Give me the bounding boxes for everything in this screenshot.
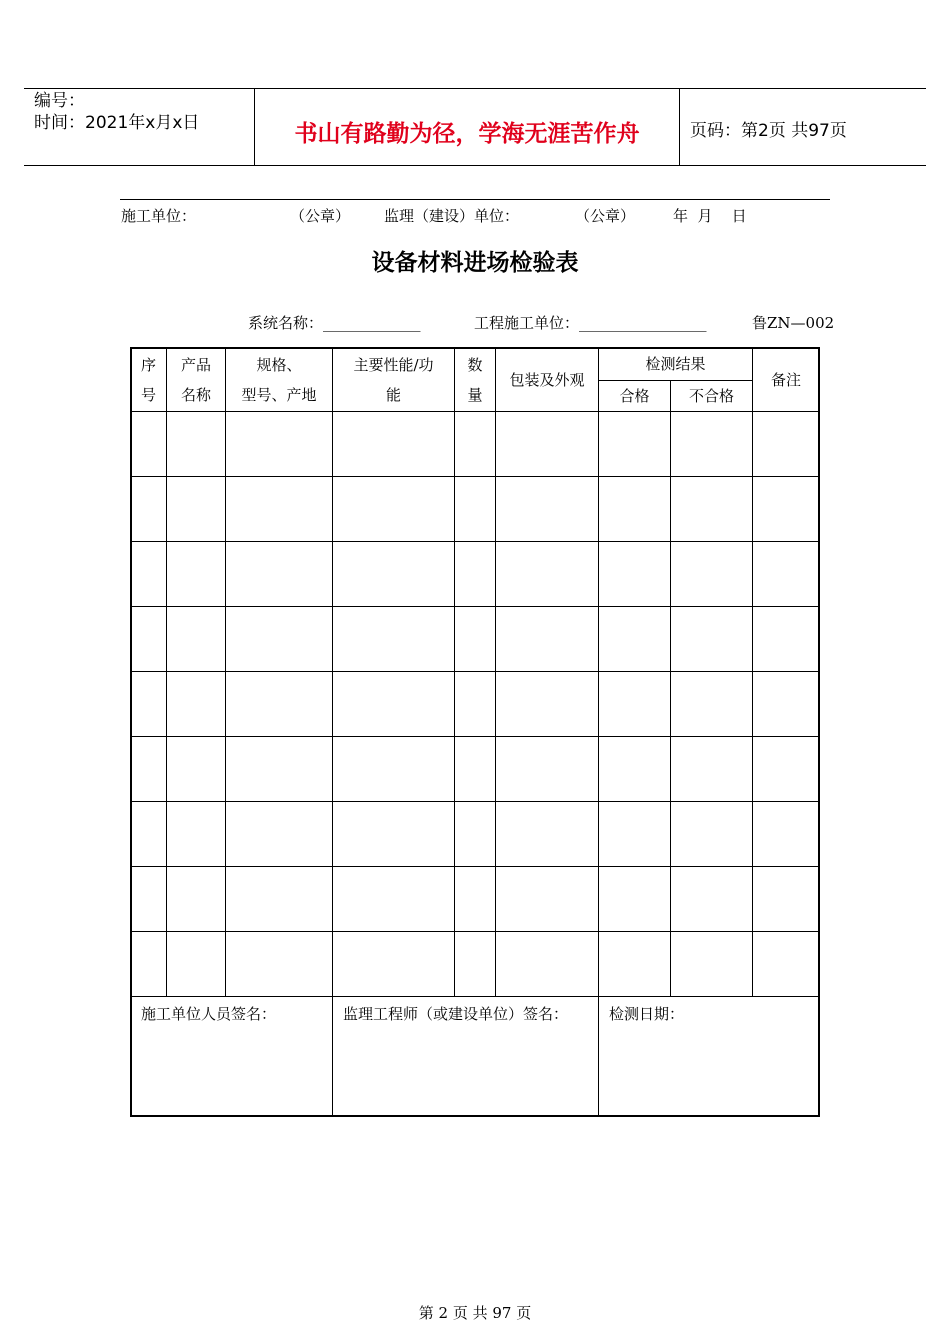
col-spec-line1: 规格、: [256, 356, 302, 374]
col-performance-header: [333, 350, 454, 410]
header-left: [34, 90, 199, 134]
col-test-result-header: 检测结果: [645, 355, 706, 373]
col-performance-line1: 主要性能/功: [353, 356, 434, 374]
row-divider: [131, 866, 819, 867]
system-name-field: 系统名称：_____________: [248, 314, 421, 332]
construction-company-field: 工程施工单位：_________________: [474, 314, 707, 332]
page-title: 设备材料进场检验表: [371, 249, 579, 276]
col-seq-line1: 序: [140, 356, 156, 374]
supervision-unit-label: 监理（建设）单位：: [384, 207, 520, 225]
col-product-header: [167, 350, 225, 410]
row-divider: [131, 931, 819, 932]
header-divider-right: [679, 88, 680, 165]
col-product-line2: 名称: [180, 386, 211, 404]
page-info: 页码：第2页 共97页: [690, 121, 847, 141]
time-label: 时间：2021年x月x日: [34, 113, 200, 133]
row-divider: [131, 606, 819, 607]
seal-label-1: （公章）: [290, 207, 351, 225]
construction-unit-label: 施工单位：: [121, 207, 197, 225]
col-divider: [166, 347, 167, 997]
col-quantity-line1: 数: [467, 356, 483, 374]
col-divider: [225, 347, 226, 997]
col-spec-line2: 型号、产地: [241, 386, 317, 404]
footer-row-top: [131, 996, 819, 997]
col-divider: [495, 347, 496, 997]
form-code: 鲁ZN—002: [752, 314, 835, 332]
header-row-bottom: [131, 411, 819, 412]
contractor-sign-label: 施工单位人员签名：: [141, 1005, 277, 1023]
seal-label-2: （公章）: [575, 207, 636, 225]
col-quantity-header: [455, 350, 495, 410]
sign-rule: [120, 199, 830, 200]
col-seq-line2: 号: [140, 386, 156, 404]
col-product-line1: 产品: [180, 356, 211, 374]
inspection-table: [130, 347, 820, 1117]
col-remark-header: 备注: [770, 371, 801, 389]
page-footer: 第 2 页 共 97 页: [418, 1304, 532, 1322]
row-divider: [131, 671, 819, 672]
col-seq-header: [131, 350, 166, 410]
col-quantity-line2: 量: [467, 386, 483, 404]
col-divider: [454, 347, 455, 997]
col-divider: [598, 347, 599, 1117]
col-pass-header: 合格: [619, 387, 650, 405]
col-performance-line2: 能: [385, 386, 401, 404]
col-fail-header: 不合格: [688, 387, 734, 405]
col-packaging-header: 包装及外观: [509, 371, 585, 389]
row-divider: [131, 801, 819, 802]
row-divider: [131, 736, 819, 737]
header-top-rule: [24, 88, 926, 89]
row-divider: [131, 476, 819, 477]
col-divider: [332, 347, 333, 1117]
motto: 书山有路勤为径，学海无涯苦作舟: [294, 121, 640, 147]
col-divider: [670, 380, 671, 997]
date-label: 年 月 日: [673, 207, 747, 225]
number-label: 编号：: [34, 91, 85, 111]
test-date-label: 检测日期：: [609, 1005, 685, 1023]
header-bottom-rule: [24, 165, 926, 166]
col-divider: [752, 347, 753, 997]
supervisor-sign-label: 监理工程师（或建设单位）签名：: [343, 1005, 569, 1023]
col-spec-header: [226, 350, 332, 410]
row-divider: [131, 541, 819, 542]
